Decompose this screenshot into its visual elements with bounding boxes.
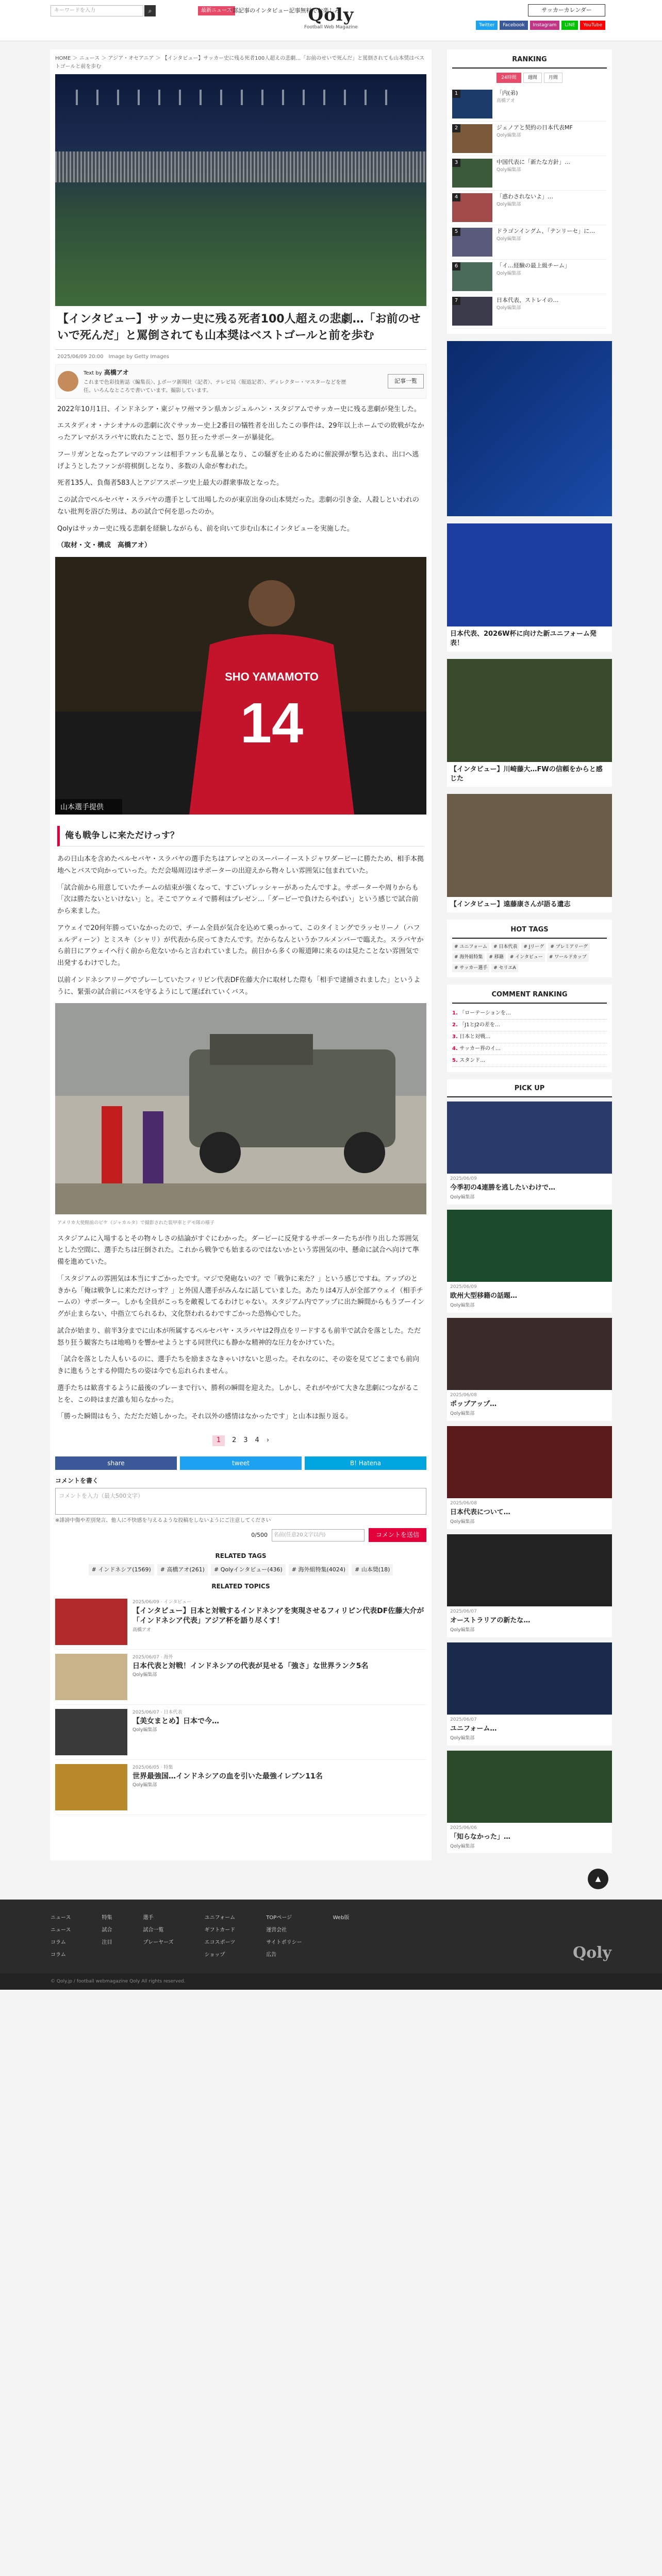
- pickup-title-text[interactable]: 今季初の4連勝を逃したいわけで…: [450, 1184, 556, 1192]
- comment-ranking-item[interactable]: 4. サッカー界のイ…: [452, 1043, 607, 1055]
- article-paragraph: アウェイで20何年勝っていなかったので、チーム全員が気合を込めて乗っかって、このタイミングでラッセリーノ（ハフェルディーン）とミスキ（シャリ）が代表から戻ってきたんです。だからなんというかフルメンバーで臨えた。スラバヤから前日にアウェイへ行く前から危ないからと言われていました。前日から多くの報道陣に来るのは見たことない雰囲気で出発するわけでした。: [57, 924, 424, 968]
- share-button[interactable]: share: [55, 1456, 177, 1470]
- share-button[interactable]: B! Hatena: [305, 1456, 426, 1470]
- pickup-author: Qoly編集部: [450, 1628, 475, 1633]
- hot-text-link[interactable]: 一部記事のインタビュー記事無料でお楽しみ: [227, 7, 340, 14]
- copyright: © Qoly.jp / football webmagazine Qoly All rights reserved.: [0, 1974, 662, 1989]
- author-name[interactable]: 高橋アオ: [104, 368, 129, 376]
- ranking-author: Qoly編集部: [496, 236, 521, 242]
- pickup-title-text[interactable]: ユニフォーム…: [450, 1724, 497, 1733]
- page-link[interactable]: 3: [243, 1436, 248, 1444]
- related-topics: [55, 1595, 426, 1815]
- topic-thumbnail[interactable]: [55, 1599, 127, 1645]
- player-photo-graphic: [55, 557, 426, 815]
- author-desc: これまで色彩技術誌〈編集長〉、J.ポーツ新聞社〈記者〉、テレビ局〈報道記者〉、ディレクター・マスターなどを歴任。いろんなところで書いています。撮影しています。: [84, 379, 346, 394]
- svg-text:14: 14: [240, 691, 304, 755]
- site-logo[interactable]: Qoly Football Web Magazine: [304, 5, 358, 30]
- comment-submit-button[interactable]: コメントを送信: [369, 1528, 426, 1542]
- footer-link[interactable]: Web版: [333, 1915, 350, 1921]
- pickup-item[interactable]: [447, 1426, 612, 1529]
- article-paragraph: 死者135人、負傷者583人とアジアスポーツ史上最大の群衆事故となった。: [57, 479, 284, 487]
- ranking-thumbnail: [452, 193, 492, 222]
- ranking-thumbnail: [452, 262, 492, 291]
- avatar[interactable]: [58, 371, 78, 392]
- search-input[interactable]: キーワードを入力: [51, 5, 143, 16]
- tag-link[interactable]: # 高橋アオ(261): [157, 1564, 208, 1575]
- topic-title[interactable]: 世界最強国…インドネシアの血を引いた最強イレブン11名: [133, 1772, 323, 1781]
- article-paragraph: 「勝った瞬間はもう、ただただ嬉しかった。それ以外の感情はなかったです」と山本は振り返る。: [57, 1413, 353, 1421]
- comment-textarea[interactable]: コメントを入力（最大500文字）: [55, 1488, 426, 1515]
- topic-author: Qoly編集部: [133, 1727, 157, 1733]
- comment-count: 0/500: [251, 1531, 268, 1538]
- pickup-date: 2025/06/07: [450, 1608, 477, 1614]
- instagram-link[interactable]: Instagram: [530, 21, 560, 30]
- article-paragraph: あの日山本を含めたペルセバヤ・スラバヤの選手たちはアレマとのスーパーイーストジャワダービーに勝たため、相手本拠地へとバスで向かっていった。ただ会場周辺はサポーターの出迎えから物々しい雰囲気に包まれていた。: [57, 855, 424, 875]
- ranking-item[interactable]: [452, 191, 607, 225]
- ranking-title-text[interactable]: 「イ…経験の最上級チーム」: [496, 262, 570, 269]
- comment-title: コメントを書く: [55, 1477, 99, 1484]
- line-link[interactable]: LINE: [561, 21, 578, 30]
- ranking-author: Qoly編集部: [496, 202, 521, 208]
- comment-ranking-item[interactable]: 1. 「ローテーションを…: [452, 1008, 607, 1020]
- hot-tag[interactable]: # インタビュー: [508, 953, 545, 961]
- rank-number: 3: [452, 159, 460, 167]
- ranking-item[interactable]: [452, 156, 607, 191]
- top-header: [0, 0, 662, 41]
- pickup-item[interactable]: [447, 1751, 612, 1854]
- ranking-title-text[interactable]: 「惑わされないよ」…: [496, 193, 553, 200]
- ranking-author: Qoly編集部: [496, 271, 521, 277]
- footer-link[interactable]: 特集: [102, 1915, 112, 1921]
- tag-link[interactable]: # 山本奨(18): [352, 1564, 393, 1575]
- hot-tag[interactable]: # ユニフォーム: [452, 943, 489, 951]
- hot-tag[interactable]: # ワールドカップ: [547, 953, 589, 961]
- ranking-item[interactable]: [452, 122, 607, 156]
- pickup-item[interactable]: [447, 1101, 612, 1205]
- ranking-tab[interactable]: 24時間: [496, 73, 521, 83]
- ranking-author: Qoly編集部: [496, 133, 521, 139]
- article-paragraph: 試合が始まり、前半3分までに山本が所属するペルセバヤ・スラバヤは2得点をリードするも前半で試合を落とした。ただ怒り狂う観客たちは地鳴りを響かせようとする同世代にも静かな精神的な圧力をかけていた。: [57, 1327, 421, 1347]
- hot-tag[interactable]: # 海外組特集: [452, 953, 485, 961]
- side-card[interactable]: 【インタビュー】川崎藤大…FWの信頼をからと感じた: [447, 659, 612, 787]
- ranking-thumbnail: [452, 159, 492, 188]
- list-item[interactable]: [55, 1705, 426, 1760]
- tag-link[interactable]: # 海外組特集(4024): [289, 1564, 349, 1575]
- pickup-image: [447, 1318, 612, 1390]
- topic-title[interactable]: 日本代表と対戦！インドネシアの代表が見せる「強さ」な世界ランク5名: [133, 1662, 369, 1670]
- pickup-date: 2025/06/09: [450, 1176, 477, 1181]
- pickup-date: 2025/06/06: [450, 1825, 477, 1831]
- social-links: [476, 21, 605, 30]
- ranking-item[interactable]: [452, 260, 607, 294]
- pickup-image: [447, 1210, 612, 1282]
- footer-link[interactable]: 選手: [143, 1915, 154, 1921]
- article-paragraph: 「試合を落とした人もいるのに、選手たちを励まさなきゃいけないと思った。それなのに、その姿を見てどこまでも前向きに進もうとする仲間たちの姿は今でも忘れられません。: [57, 1355, 420, 1375]
- youtube-link[interactable]: YouTube: [580, 21, 605, 30]
- footer-link[interactable]: ユニフォーム: [204, 1915, 236, 1921]
- list-item[interactable]: [55, 1650, 426, 1705]
- hot-tag[interactable]: # 日本代表: [491, 943, 519, 951]
- article-list-button[interactable]: 記事一覧: [388, 374, 424, 388]
- armored-vehicle-photo: [55, 1003, 426, 1228]
- ranking-thumbnail: [452, 297, 492, 326]
- comment-ranking-item[interactable]: 2. 「J1とJ2の差を…: [452, 1020, 607, 1031]
- ranking-title-text[interactable]: ジェノアと契約の日本代表MF: [496, 124, 573, 131]
- article-paragraph: エスタディオ・ナシオナルの悲劇に次ぐサッカー史上2番目の犠牲者を出したこの事件は、29年以上ホームでの敗戦がなかったアレマがスラバヤに敗れたことで、怒り狂ったサポーターが暴徒化。: [57, 422, 424, 442]
- ranking-item[interactable]: [452, 87, 607, 122]
- pickup-image: [447, 1101, 612, 1174]
- topic-thumbnail[interactable]: [55, 1709, 127, 1755]
- rank-number: 2: [452, 124, 460, 132]
- footer-link[interactable]: サイトポリシー: [266, 1940, 302, 1946]
- pickup-title-text[interactable]: ポップアップ…: [450, 1400, 497, 1409]
- page-link[interactable]: 1: [212, 1435, 225, 1446]
- comment-ranking-item[interactable]: 3. 日本と対戦…: [452, 1031, 607, 1043]
- side-card[interactable]: 【インタビュー】遠藤康さんが語る遺志: [447, 794, 612, 912]
- article-paragraph: スタジアムに入場するとその物々しさの結論がすぐにわかった。ダービーに反発するサポーターたちが作り出した雰囲気とした空間に、選手たちは圧倒された。これから戦争でも始まるのではないかという雰囲気の中、懸命に試合へ向けて準備を進めていた。: [57, 1234, 420, 1266]
- footer-link[interactable]: TOPページ: [266, 1915, 292, 1921]
- related-tags-title: RELATED TAGS: [215, 1552, 267, 1560]
- hot-tag[interactable]: # プレミアリーグ: [548, 943, 590, 951]
- hero-image: [55, 74, 426, 306]
- rank-number: 5: [452, 228, 460, 236]
- article-paragraph: Qolyはサッカー史に残る悲劇を経験しながらも、前を向いて歩む山本にインタビューを実施した。: [57, 524, 354, 533]
- article-paragraph: 「スタジアムの雰囲気は本当にすごかったです。マジで発砲ないの？で「戦争に来た？」という感じですね。アップのときから「俺は戦争しに来ただけっす？」と外国人選手がみんなに話していました。あたりは4万人が全部アウェイ（相手チームの）サポーター。しかも全員がこっちを敵視してるわけじゃない。スタジアム内でアップに出た瞬間からもうブーイングが止まらない、中指立てられるわ、文化祭われるわですごかった恐怖心でした。: [57, 1275, 425, 1318]
- rank-number: 7: [452, 297, 460, 305]
- article-paragraph: フーリガンとなったアレマのファンは相手ファンも乱暴となり、この騒ぎを止めるために催涙弾が撃ち込まれ、出口へ逃げようとしたファンが将棋倒しとなり、多数の人命が奪われた。: [57, 450, 419, 470]
- sidebar: [447, 49, 612, 1860]
- topic-thumbnail[interactable]: [55, 1654, 127, 1700]
- footer-link[interactable]: 試合: [102, 1927, 112, 1934]
- pickup-title-text[interactable]: 欧州大型移籍の話題…: [450, 1292, 518, 1300]
- related-tags: [55, 1564, 426, 1575]
- pickup-date: 2025/06/07: [450, 1717, 477, 1722]
- topic-meta: 2025/06/07 · 日本代表: [133, 1710, 183, 1716]
- ranking-title: RANKING: [452, 55, 607, 69]
- breadcrumb: HOME ＞ ニュース ＞ アジア・オセアニア ＞ 【インタビュー】サッカー史に残る死者100人超えの悲劇…「お前のせいで死んだ」と罵倒されても山本奨はベストゴールと前を歩む: [55, 56, 425, 70]
- comment-ranking-title: COMMENT RANKING: [452, 990, 607, 1004]
- tag-link[interactable]: # Qolyインタビュー(436): [211, 1564, 286, 1575]
- pickup-image: [447, 1751, 612, 1823]
- article-paragraph: 選手たちは歓喜するように最後のプレーまで行い、勝利の瞬間を迎えた。しかし、それがやがて大きな悲劇につながることを、この時はまだ誰も知らなかった。: [57, 1384, 419, 1404]
- footer-link[interactable]: 試合一覧: [143, 1927, 164, 1934]
- footer-link[interactable]: 注目: [102, 1940, 112, 1946]
- article-title: 【インタビュー】サッカー史に残る死者100人超えの悲劇…「お前のせいで死んだ」と罵倒されても山本奨はベストゴールと前を歩む: [55, 306, 426, 350]
- pickup-title-text[interactable]: 「知らなかった」…: [450, 1833, 511, 1841]
- twitter-link[interactable]: Twitter: [476, 21, 498, 30]
- topic-meta: 2025/06/07 · 海外: [133, 1655, 173, 1660]
- ad-banner[interactable]: [447, 341, 612, 516]
- pickup-author: Qoly編集部: [450, 1736, 475, 1741]
- topic-title[interactable]: 【インタビュー】日本と対戦するインドネシアを実現させるフィリピン代表DF佐藤大介が「インドネシア代表」アジア杯を語り尽くす！: [133, 1606, 424, 1625]
- ranking-title-text[interactable]: 中国代表に「新たな方針」…: [496, 159, 570, 166]
- ranking-title-text[interactable]: 日本代表、ストレイの…: [496, 297, 559, 304]
- ranking-author: 高橋アオ: [496, 98, 515, 104]
- footer-link[interactable]: 広告: [266, 1952, 277, 1958]
- hot-tag[interactable]: # 移籍: [487, 953, 505, 961]
- pickup-author: Qoly編集部: [450, 1303, 475, 1309]
- footer-link[interactable]: ニュース: [51, 1927, 71, 1934]
- footer-link[interactable]: コラム: [51, 1940, 66, 1946]
- pickup-title-text[interactable]: 日本代表について…: [450, 1508, 510, 1516]
- rank-number: 6: [452, 262, 460, 270]
- ranking-title-text[interactable]: 「内(弟): [496, 90, 518, 97]
- page-link[interactable]: 2: [231, 1436, 237, 1444]
- credit-line: （取材・文・構成 高橋アオ）: [57, 541, 151, 550]
- author-box: Text by 高橋アオ これまで色彩技術誌〈編集長〉、J.ポーツ新聞社〈記者〉、テレビ局〈報道記者〉、ディレクター・マスターなどを歴任。いろんなところで書いています。撮影しています。 記事一覧: [55, 364, 426, 399]
- topic-meta: 2025/06/05 · 特集: [133, 1765, 173, 1771]
- page-link[interactable]: ›: [266, 1436, 270, 1444]
- ranking-thumbnail: [452, 124, 492, 153]
- footer-link[interactable]: プレーヤーズ: [143, 1940, 174, 1946]
- armored-vehicle-graphic: [55, 1003, 426, 1214]
- pickup-author: Qoly編集部: [450, 1519, 475, 1525]
- topic-title[interactable]: 【美女まとめ】日本で今…: [133, 1717, 219, 1725]
- topic-meta: 2025/06/09 · インタビュー: [133, 1600, 192, 1605]
- pickup-item[interactable]: [447, 1642, 612, 1745]
- pagination: [55, 1428, 426, 1453]
- pickup-item[interactable]: [447, 1210, 612, 1313]
- article-main: [50, 49, 432, 1860]
- search-icon[interactable]: ⌕: [144, 5, 156, 16]
- side-card[interactable]: 日本代表、2026W杯に向けた新ユニフォーム発表！: [447, 523, 612, 651]
- list-item[interactable]: [55, 1595, 426, 1650]
- ranking-author: Qoly編集部: [496, 306, 521, 311]
- pickup-date: 2025/06/08: [450, 1392, 477, 1398]
- ranking-thumbnail: [452, 228, 492, 257]
- ranking-author: Qoly編集部: [496, 167, 521, 173]
- comment-ranking-item[interactable]: 5. スタンド…: [452, 1055, 607, 1067]
- article-paragraph: 2022年10月1日、インドネシア・東ジャワ州マラン県カンジュルハン・スタジアムでサッカー史に残る悲劇が発生した。: [57, 405, 421, 413]
- pickup-image: [447, 1642, 612, 1715]
- tag-link[interactable]: # インドネシア(1569): [89, 1564, 154, 1575]
- article-meta: 2025/06/09 20:00 Image by Getty Images: [57, 353, 169, 360]
- ranking-tab[interactable]: 週間: [523, 73, 542, 83]
- footer: [0, 1900, 662, 1974]
- ranking-tab[interactable]: 月間: [544, 73, 562, 83]
- svg-text:SHO YAMAMOTO: SHO YAMAMOTO: [225, 670, 319, 684]
- page-link[interactable]: 4: [255, 1436, 259, 1444]
- pickup-author: Qoly編集部: [450, 1411, 475, 1417]
- footer-link[interactable]: エコスポーツ: [204, 1940, 236, 1946]
- article-paragraph: 以前インドネシアリーグでプレーしていたフィリピン代表DF佐藤大介に取材した際も「相手で逮捕されました」というように、緊張の試合前にバスを守るようにして運ばれていくバス。: [57, 976, 421, 996]
- pickup-author: Qoly編集部: [450, 1195, 475, 1200]
- pickup-title: PICK UP: [447, 1079, 612, 1097]
- ranking-item[interactable]: [452, 294, 607, 329]
- rank-number: 4: [452, 193, 460, 201]
- hot-tag[interactable]: # セリエA: [491, 964, 518, 972]
- svg-text:山本選手提供: 山本選手提供: [60, 803, 104, 812]
- topic-author: 高橋アオ: [133, 1627, 151, 1633]
- pickup-image: [447, 1534, 612, 1606]
- pickup-author: Qoly編集部: [450, 1844, 475, 1850]
- pickup-date: 2025/06/09: [450, 1284, 477, 1290]
- rank-number: 1: [452, 90, 460, 98]
- article-paragraph: この試合でペルセバヤ・スラバヤの選手として出場したのが東京出身の山本奨だった。悲劇の引き金、人殺しといわれのない批判を浴びた男は、あの試合で何を思ったのか。: [57, 496, 420, 516]
- pickup-item[interactable]: [447, 1318, 612, 1421]
- hot-badge: 最新ニュース: [198, 6, 235, 15]
- article-paragraph: 「試合前から用意していたチームの結束が強くなって、すごいプレッシャーがあったんですよ。サポーターや周りからも「次は勝たないといけない」と。そこでアウェイで勝利はプレゼン…「ダービーで負けたらやばい」という感じで試合前から来ました。: [57, 884, 419, 916]
- topic-author: Qoly編集部: [133, 1672, 157, 1678]
- page-top-button[interactable]: ▲: [588, 1869, 608, 1889]
- footer-logo[interactable]: Qoly: [573, 1944, 611, 1962]
- ranking-item[interactable]: [452, 225, 607, 260]
- pickup-title-text[interactable]: オーストラリアの新たな…: [450, 1616, 531, 1624]
- footer-link[interactable]: 運営会社: [266, 1927, 287, 1934]
- facebook-link[interactable]: Facebook: [500, 21, 527, 30]
- player-photo: [55, 557, 426, 819]
- pickup-image: [447, 1426, 612, 1498]
- list-item[interactable]: [55, 1760, 426, 1815]
- comment-note: ※誹謗中傷や差別発言、他人に不快感を与えるような投稿をしないようにご注意してください: [55, 1517, 271, 1523]
- share-bar: [55, 1453, 426, 1473]
- pickup-item[interactable]: [447, 1534, 612, 1637]
- ranking-title-text[interactable]: ドラゴンイングム、「テンリーセ」に…: [496, 228, 595, 235]
- share-button[interactable]: tweet: [180, 1456, 302, 1470]
- footer-link[interactable]: コラム: [51, 1952, 66, 1958]
- pickup-date: 2025/06/08: [450, 1500, 477, 1506]
- hot-tag[interactable]: # Jリーグ: [521, 943, 546, 951]
- ranking-thumbnail: [452, 90, 492, 118]
- hot-tags-title: HOT TAGS: [452, 925, 607, 939]
- calendar-button[interactable]: サッカーカレンダー: [528, 4, 605, 16]
- footer-link[interactable]: ギフトカード: [204, 1927, 236, 1934]
- section-heading: 俺も戦争しに来ただけっす？: [57, 826, 424, 846]
- footer-link[interactable]: ショップ: [204, 1952, 225, 1958]
- footer-link[interactable]: ニュース: [51, 1915, 71, 1921]
- image-caption: アメリカ大使館前のピケ（ジャカルタ）で撮影された装甲車とデモ隊の様子: [57, 1221, 214, 1226]
- related-topics-title: RELATED TOPICS: [211, 1582, 270, 1590]
- topic-thumbnail[interactable]: [55, 1764, 127, 1810]
- topic-author: Qoly編集部: [133, 1783, 157, 1788]
- comment-name-field[interactable]: 名前(任意20文字以内): [272, 1529, 365, 1541]
- hot-tag[interactable]: # サッカー選手: [452, 964, 489, 972]
